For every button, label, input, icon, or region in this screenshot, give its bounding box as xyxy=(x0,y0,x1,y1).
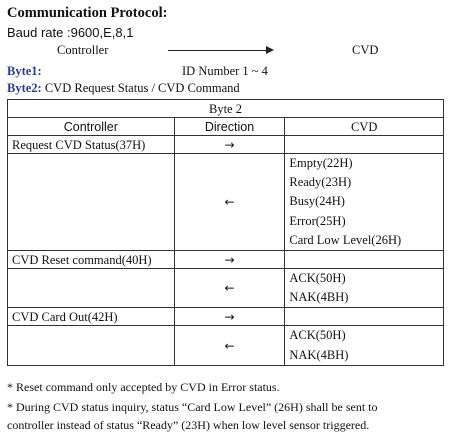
page-title: Communication Protocol: xyxy=(7,5,168,21)
cvd-cell xyxy=(285,326,444,365)
left-arrow-icon: ← xyxy=(174,154,285,251)
right-arrow-icon: → xyxy=(174,308,285,326)
cvd-cell xyxy=(285,308,444,326)
controller-cell xyxy=(8,326,175,365)
flow-from-label: Controller xyxy=(57,43,109,57)
header-controller: Controller xyxy=(8,118,175,136)
byte1-value: ID Number 1 ~ 4 xyxy=(182,64,268,78)
table-row xyxy=(8,269,444,308)
table-row xyxy=(8,326,444,365)
cvd-response: Error(25H) xyxy=(289,213,346,228)
cvd-response: Busy(24H) xyxy=(289,194,345,209)
controller-cell xyxy=(8,269,175,308)
cvd-cell xyxy=(285,269,444,308)
cvd-cell xyxy=(285,136,444,154)
left-arrow-icon: ← xyxy=(174,326,285,365)
left-arrow-icon: ← xyxy=(174,269,285,308)
flow-to-label: CVD xyxy=(352,43,379,57)
byte2-value: CVD Request Status / CVD Command xyxy=(44,81,240,95)
flow-arrow-line xyxy=(168,50,266,51)
byte2-line xyxy=(7,81,240,96)
table-row xyxy=(8,136,444,154)
cvd-cell xyxy=(285,251,444,269)
protocol-table xyxy=(7,99,444,366)
controller-cell: Request CVD Status(37H) xyxy=(8,136,175,154)
cvd-cell xyxy=(285,154,444,251)
header-cvd: CVD xyxy=(285,118,444,136)
table-row xyxy=(8,308,444,326)
controller-cell xyxy=(8,154,175,251)
cvd-response: NAK(4BH) xyxy=(289,290,349,305)
header-direction: Direction xyxy=(174,118,285,136)
note-reset: * Reset command only accepted by CVD in Error status. xyxy=(7,380,280,394)
table-caption: Byte 2 xyxy=(8,100,444,118)
right-arrow-icon: → xyxy=(174,136,285,154)
table-header-row xyxy=(8,118,444,136)
controller-cell: CVD Card Out(42H) xyxy=(8,308,175,326)
baud-rate: Baud rate :9600,E,8,1 xyxy=(7,25,134,40)
note-status-inquiry-cont: controller instead of status “Ready” (23H) when low level sensor triggered. xyxy=(7,418,370,432)
right-arrow-icon: → xyxy=(174,251,285,269)
table-row xyxy=(8,154,444,251)
byte1-label: Byte1: xyxy=(7,64,42,78)
cvd-response: ACK(50H) xyxy=(289,271,346,286)
cvd-response: NAK(4BH) xyxy=(289,347,349,362)
cvd-response: Ready(23H) xyxy=(289,175,352,190)
byte2-label: Byte2: xyxy=(7,81,42,95)
cvd-response: Card Low Level(26H) xyxy=(289,232,402,247)
cvd-response: Empty(22H) xyxy=(289,156,353,170)
arrow-right-icon xyxy=(266,46,274,54)
controller-cell: CVD Reset command(40H) xyxy=(8,251,175,269)
table-caption-row xyxy=(8,100,444,118)
note-status-inquiry: * During CVD status inquiry, status “Card Low Level” (26H) shall be sent to xyxy=(7,400,378,414)
table-row xyxy=(8,251,444,269)
cvd-response: ACK(50H) xyxy=(289,328,346,343)
